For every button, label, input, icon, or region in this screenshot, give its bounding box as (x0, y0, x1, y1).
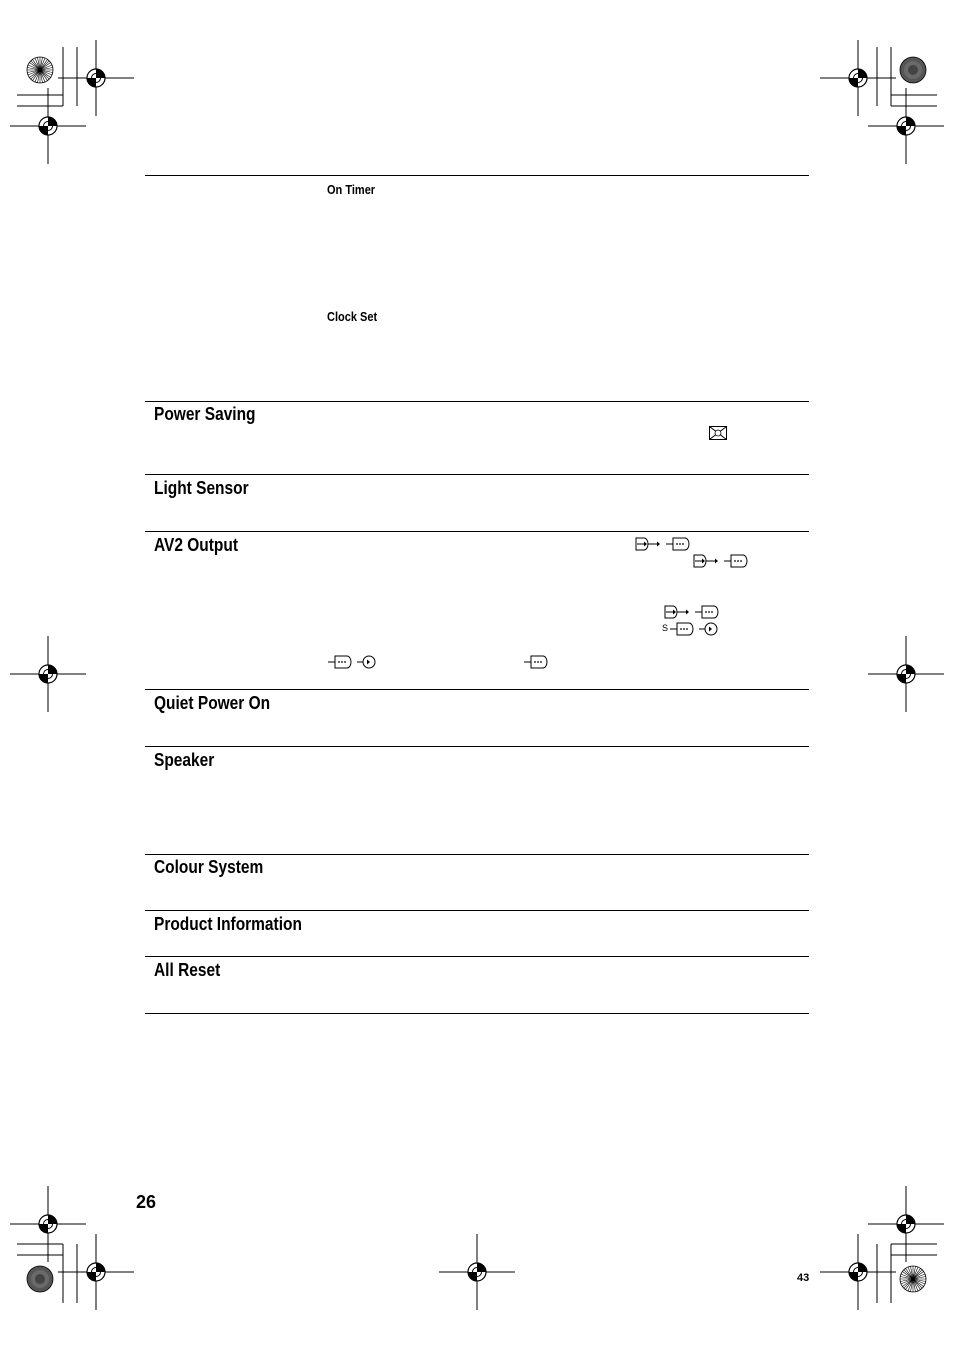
power-saving-heading: Power Saving (154, 404, 256, 424)
av-output-icon (666, 538, 689, 550)
section-rule (145, 401, 809, 402)
av-input-icon (636, 538, 648, 550)
clock-set-label: Clock Set (327, 310, 378, 324)
av-output-icon (724, 555, 747, 567)
section-rule (145, 956, 809, 957)
picture-off-icon (709, 426, 727, 440)
light-sensor-heading: Light Sensor (154, 478, 249, 498)
all-reset-heading: All Reset (154, 960, 221, 980)
print-folio: 43 (797, 1272, 810, 1284)
av-output-icon (670, 623, 693, 635)
on-timer-label: On Timer (327, 183, 376, 197)
av-output-icon (328, 656, 351, 668)
av-input-icon (665, 606, 677, 618)
av-symbols-row (0, 652, 954, 672)
av-input-icon (357, 656, 375, 668)
av-output-icon (524, 656, 547, 668)
speaker-heading: Speaker (154, 750, 215, 770)
quiet-power-on-heading: Quiet Power On (154, 693, 271, 713)
s-video-prefix: S (662, 623, 669, 633)
section-rule (145, 474, 809, 475)
product-information-heading: Product Information (154, 914, 302, 934)
section-rule (145, 746, 809, 747)
av-symbols (0, 530, 954, 650)
table-top-rule (145, 175, 809, 176)
av2-output-heading: AV2 Output (154, 535, 238, 555)
av-input-icon (699, 623, 717, 635)
section-rule (145, 910, 809, 911)
av-output-icon (695, 606, 718, 618)
section-rule (145, 854, 809, 855)
page-number: 26 (136, 1192, 157, 1212)
table-bottom-rule (145, 1013, 809, 1014)
section-rule (145, 689, 809, 690)
av-input-icon (694, 555, 706, 567)
colour-system-heading: Colour System (154, 857, 264, 877)
